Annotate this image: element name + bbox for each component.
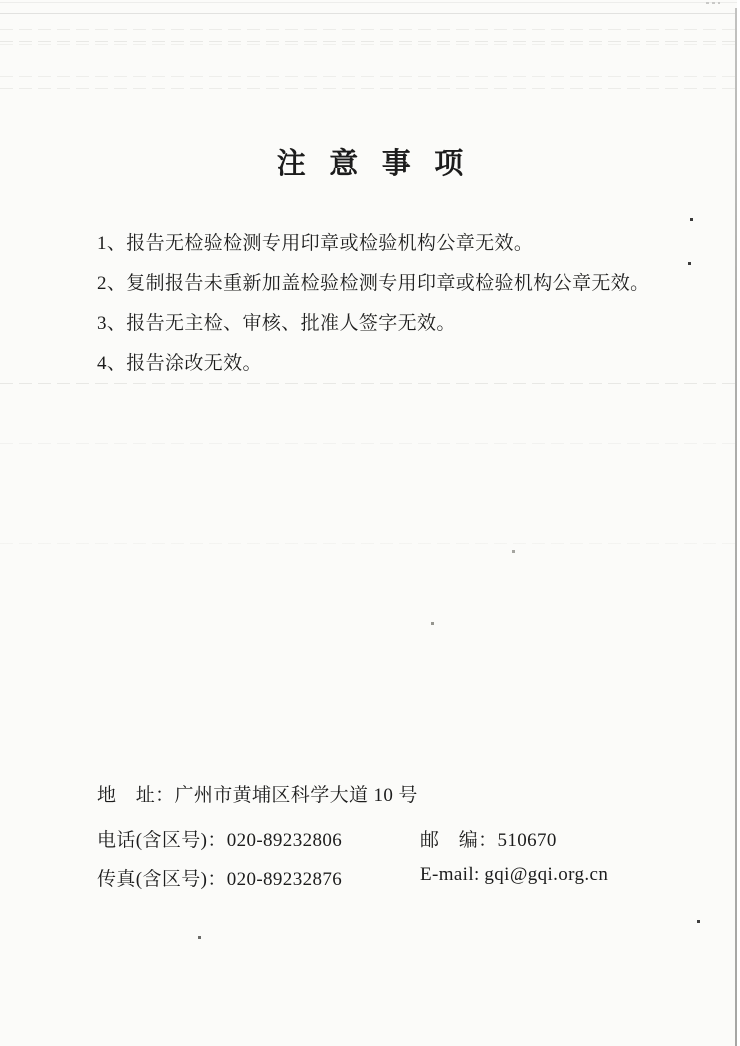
fax-row [97, 864, 609, 891]
phone-label: 电话(含区号)： [97, 830, 227, 851]
email-value: gqi@gqi.org.cn [484, 864, 609, 885]
address-value: 广州市黄埔区科学大道 10 号 [174, 785, 418, 806]
address-label: 地 址： [97, 785, 175, 806]
scan-artifact-line [0, 543, 740, 544]
scan-artifact-line [0, 41, 740, 42]
postal-group [420, 825, 557, 852]
phone-value: 020-89232806 [226, 830, 343, 851]
scan-artifact-line [0, 443, 740, 444]
email-label: E-mail: [420, 864, 480, 885]
email-group [420, 864, 608, 886]
postal-value: 510670 [497, 830, 557, 851]
scan-artifact-line [0, 44, 740, 45]
notice-item-3: 3、报告无主检、审核、批准人签字无效。 [97, 313, 456, 334]
scan-artifact-line [0, 76, 740, 77]
scan-artifact-line [0, 88, 740, 89]
scan-speck [690, 218, 693, 221]
scan-artifact-mark [706, 2, 720, 4]
notice-item-1: 1、报告无检验检测专用印章或检验机构公章无效。 [97, 233, 534, 254]
phone-row [97, 825, 557, 852]
address-row [97, 780, 418, 807]
scan-artifact-line [0, 29, 740, 30]
notice-item-2: 2、复制报告未重新加盖检验检测专用印章或检验机构公章无效。 [97, 273, 650, 294]
postal-label: 邮 编： [420, 830, 498, 851]
fax-value: 020-89232876 [226, 869, 343, 890]
fax-label: 传真(含区号)： [97, 869, 227, 890]
notice-list [97, 233, 697, 393]
page-title: 注 意 事 项 [276, 148, 472, 180]
scan-artifact-line [0, 13, 740, 14]
scan-artifact-line [0, 2, 740, 3]
notice-item-4: 4、报告涂改无效。 [97, 353, 262, 374]
